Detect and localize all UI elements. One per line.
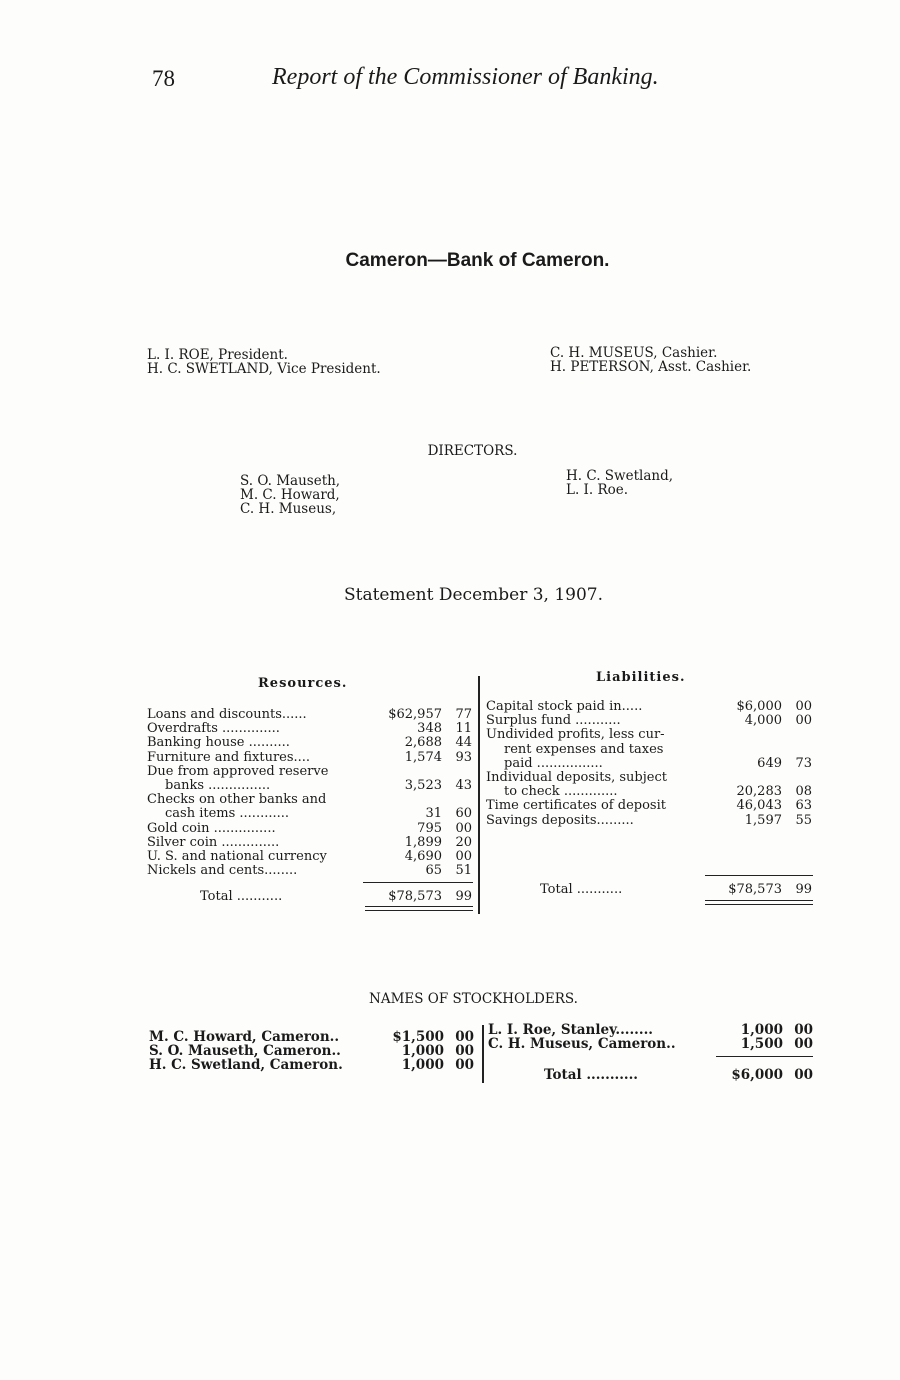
total-cents: 99: [455, 889, 472, 904]
row-label: S. O. Mauseth, Cameron..: [149, 1043, 341, 1059]
resources-row: [147, 864, 472, 878]
total-label: Total ...........: [544, 1067, 639, 1083]
row-cents: 00: [795, 699, 812, 714]
total-label: Total ...........: [540, 882, 623, 897]
total-dollars: $78,573: [388, 889, 442, 904]
row-label: Undivided profits, less cur-: [486, 727, 665, 743]
row-cents: 00: [794, 1036, 813, 1052]
row-label: Gold coin ...............: [147, 820, 276, 836]
stockholders-total-row: [544, 1068, 813, 1082]
officer-vice-president: H. C. SWETLAND, Vice President.: [147, 361, 381, 377]
stockholders-rule: [716, 1056, 813, 1057]
liabilities-heading: Liabilities.: [596, 670, 686, 685]
resources-row: [147, 765, 472, 779]
page-number: 78: [152, 66, 175, 91]
resources-heading: Resources.: [258, 676, 348, 691]
row-label: Individual deposits, subject: [486, 770, 667, 785]
row-dollars: 1,000: [401, 1043, 444, 1059]
row-dollars: 46,043: [736, 798, 782, 814]
row-dollars: 348: [417, 721, 442, 737]
row-label: rent expenses and taxes: [504, 741, 664, 757]
row-label: Nickels and cents........: [147, 863, 298, 879]
row-label: Capital stock paid in.....: [486, 699, 643, 714]
liabilities-double-rule: [705, 904, 813, 905]
row-label: Silver coin ..............: [147, 834, 280, 850]
stockholder-row: [149, 1030, 474, 1044]
resources-row: [147, 708, 472, 722]
row-label: Furniture and fixtures....: [147, 749, 311, 765]
row-cents: 00: [455, 1043, 474, 1059]
row-label: Banking house ..........: [147, 735, 290, 751]
resources-row: [147, 807, 472, 821]
total-dollars: $6,000: [731, 1067, 783, 1083]
row-label: L. I. Roe, Stanley........: [488, 1022, 653, 1038]
row-dollars: 1,597: [744, 812, 782, 828]
resources-total-row: [147, 890, 472, 904]
row-cents: 77: [455, 707, 472, 722]
liabilities-row: [486, 785, 812, 799]
director-item: S. O. Mauseth,: [240, 473, 341, 489]
resources-double-rule: [365, 910, 473, 911]
row-cents: 60: [455, 806, 472, 822]
row-cents: 00: [455, 1029, 474, 1045]
row-dollars: 1,574: [404, 749, 442, 765]
stockholder-row: [488, 1037, 813, 1051]
row-cents: 00: [455, 820, 472, 836]
resources-double-rule: [365, 906, 473, 907]
liabilities-row: [486, 728, 812, 742]
row-dollars: 65: [425, 863, 442, 879]
row-dollars: 31: [425, 806, 442, 822]
officer-president: L. I. ROE, President.: [147, 347, 288, 363]
row-cents: 11: [455, 721, 472, 737]
liabilities-rule: [705, 875, 813, 876]
total-dollars: $78,573: [728, 882, 782, 897]
row-label: Loans and discounts......: [147, 707, 307, 722]
row-dollars: 3,523: [404, 778, 442, 793]
row-dollars: 1,500: [740, 1036, 783, 1052]
row-cents: 55: [795, 812, 812, 828]
director-item: L. I. Roe.: [566, 482, 629, 498]
row-cents: 73: [795, 755, 812, 771]
row-cents: 00: [794, 1022, 813, 1038]
liabilities-total-row: [486, 883, 812, 897]
director-item: C. H. Museus,: [240, 501, 337, 517]
row-dollars: 1,000: [740, 1022, 783, 1038]
row-dollars: 2,688: [404, 735, 442, 751]
row-label: cash items ............: [165, 806, 290, 822]
row-label: M. C. Howard, Cameron..: [149, 1029, 340, 1045]
liabilities-row: [486, 799, 812, 813]
liabilities-row: [486, 771, 812, 785]
stockholders-divider: [482, 1025, 484, 1083]
row-label: U. S. and national currency: [147, 849, 327, 864]
total-cents: 00: [794, 1067, 813, 1083]
row-dollars: 649: [757, 755, 782, 771]
row-dollars: $62,957: [388, 707, 442, 722]
resources-row: [147, 751, 472, 765]
total-cents: 99: [795, 882, 812, 897]
row-label: Time certificates of deposit: [486, 798, 666, 814]
running-title: Report of the Commissioner of Banking.: [272, 64, 659, 90]
resources-row: [147, 736, 472, 750]
resources-row: [147, 822, 472, 836]
row-cents: 00: [455, 849, 472, 864]
row-dollars: $1,500: [392, 1029, 444, 1045]
statement-date: Statement December 3, 1907.: [343, 585, 604, 605]
directors-heading: DIRECTORS.: [427, 443, 518, 459]
row-cents: 20: [455, 834, 472, 850]
row-label: C. H. Museus, Cameron..: [488, 1036, 676, 1052]
liabilities-row: [486, 743, 812, 757]
row-cents: 00: [795, 713, 812, 729]
row-cents: 08: [795, 784, 812, 800]
row-dollars: 20,283: [736, 784, 782, 800]
row-label: H. C. Swetland, Cameron.: [149, 1057, 343, 1073]
liabilities-row: [486, 757, 812, 771]
row-label: Savings deposits.........: [486, 812, 634, 828]
stockholder-row: [488, 1023, 813, 1037]
liabilities-row: [486, 814, 812, 828]
officer-cashier: C. H. MUSEUS, Cashier.: [550, 345, 718, 361]
liabilities-double-rule: [705, 900, 813, 901]
row-dollars: 1,000: [401, 1057, 444, 1073]
resources-row: [147, 850, 472, 864]
bank-title: Cameron—Bank of Cameron.: [345, 250, 610, 271]
row-label: Overdrafts ..............: [147, 721, 280, 737]
resources-row: [147, 779, 472, 793]
row-dollars: 4,000: [744, 713, 782, 729]
row-dollars: 4,690: [404, 849, 442, 864]
officer-asst-cashier: H. PETERSON, Asst. Cashier.: [550, 359, 752, 375]
total-label: Total ...........: [200, 889, 283, 904]
row-cents: 44: [455, 735, 472, 751]
stockholder-row: [149, 1058, 474, 1072]
resources-rule: [363, 882, 473, 883]
row-label: Surplus fund ...........: [486, 713, 621, 729]
row-label: banks ...............: [165, 778, 271, 793]
stockholders-heading: NAMES OF STOCKHOLDERS.: [369, 991, 578, 1007]
row-label: paid ................: [504, 755, 603, 771]
row-label: Checks on other banks and: [147, 792, 327, 808]
row-dollars: 1,899: [404, 834, 442, 850]
row-dollars: $6,000: [736, 699, 782, 714]
row-cents: 93: [455, 749, 472, 765]
director-item: M. C. Howard,: [240, 487, 340, 503]
resources-row: [147, 793, 472, 807]
stockholder-row: [149, 1044, 474, 1058]
row-label: Due from approved reserve: [147, 763, 329, 779]
resources-row: [147, 836, 472, 850]
row-label: to check .............: [504, 784, 618, 800]
liabilities-row: [486, 700, 812, 714]
row-cents: 00: [455, 1057, 474, 1073]
row-dollars: 795: [417, 820, 442, 836]
row-cents: 51: [455, 863, 472, 879]
resources-row: [147, 722, 472, 736]
row-cents: 43: [455, 778, 472, 793]
liabilities-row: [486, 714, 812, 728]
row-cents: 63: [795, 798, 812, 814]
column-divider: [478, 676, 480, 914]
director-item: H. C. Swetland,: [566, 468, 673, 484]
